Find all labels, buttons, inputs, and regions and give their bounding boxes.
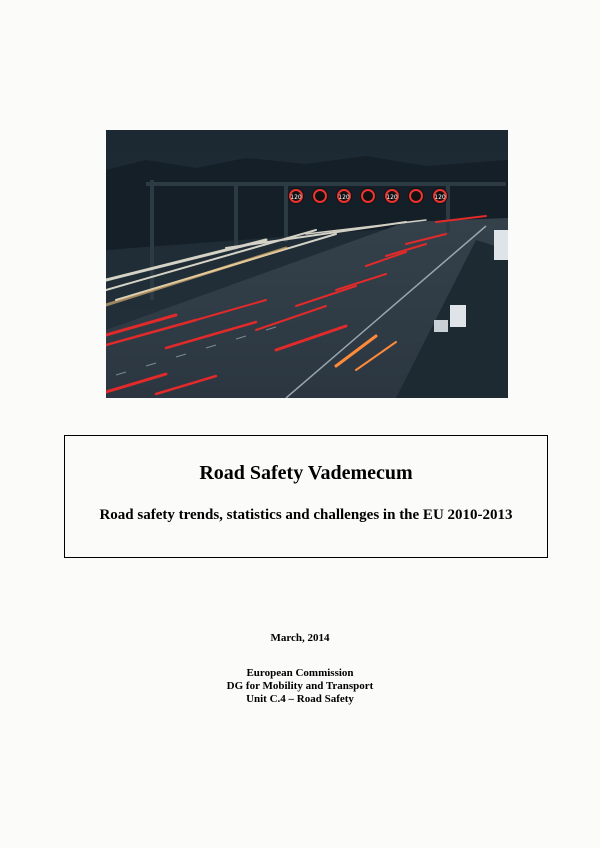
title-box: [64, 435, 548, 558]
speed-sign-label: 120: [290, 194, 302, 201]
publication-date: March, 2014: [270, 632, 330, 644]
directorate-name: DG for Mobility and Transport: [226, 680, 374, 692]
organization-name: European Commission: [246, 667, 354, 679]
document-title: Road Safety Vademecum: [199, 462, 413, 484]
document-subtitle: Road safety trends, statistics and challenges in the EU 2010-2013: [99, 507, 513, 523]
speed-sign-label: 120: [434, 194, 446, 201]
unit-name: Unit C.4 – Road Safety: [246, 693, 354, 705]
cover-photo: [106, 130, 508, 398]
speed-sign-label: 120: [338, 194, 350, 201]
speed-sign-label: 120: [386, 194, 398, 201]
organization-block: [0, 667, 600, 706]
